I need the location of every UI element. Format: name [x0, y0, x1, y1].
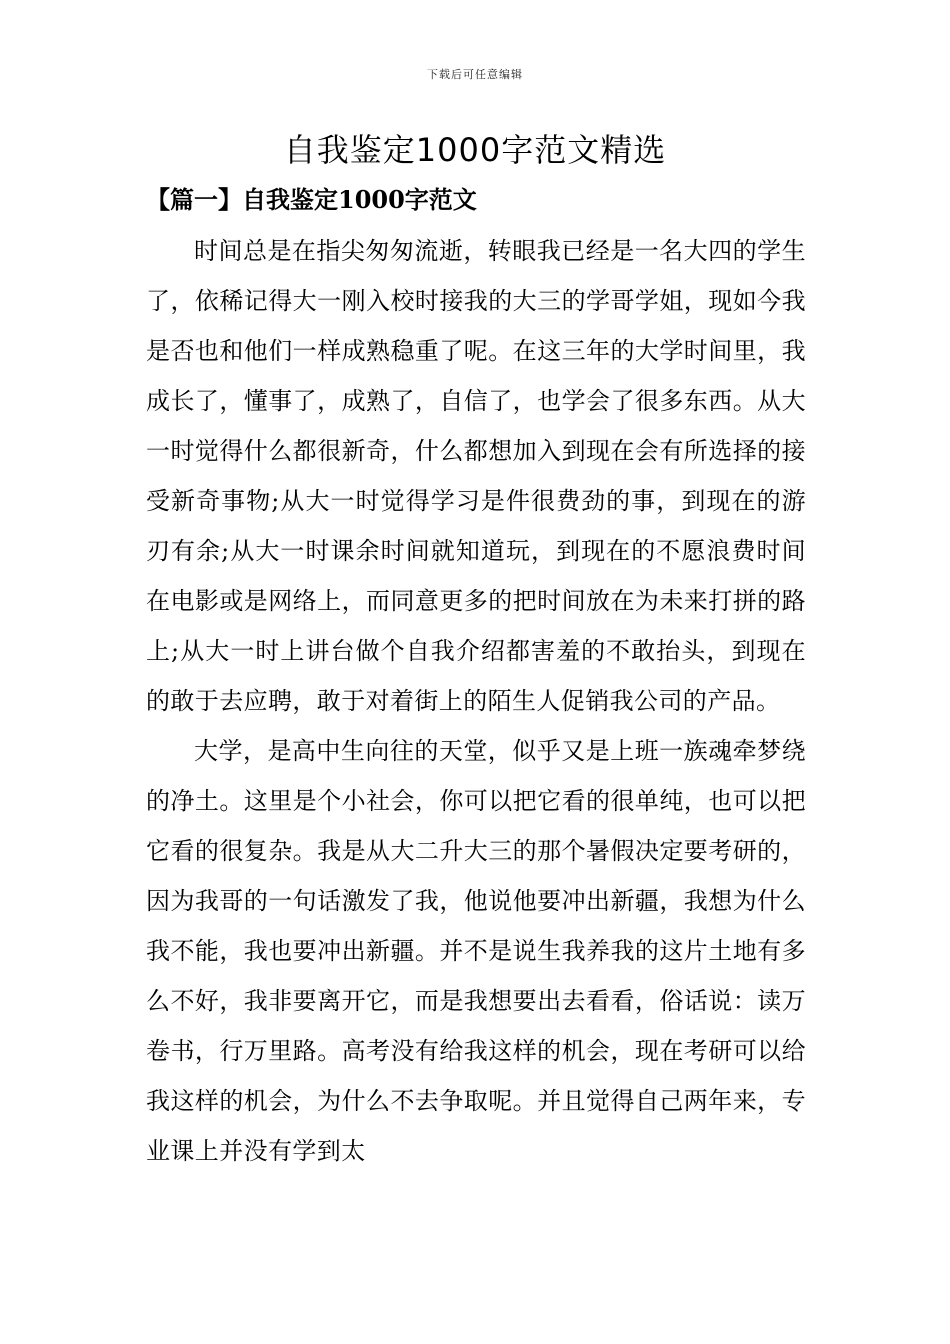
section-heading: 【篇一】自我鉴定1000字范文 [146, 185, 477, 214]
body-text [146, 226, 806, 1176]
paragraph-2: 大学，是高中生向往的天堂，似乎又是上班一族魂牵梦绕的净土。这里是个小社会，你可以把它看的很单纯，也可以把它看的很复杂。我是从大二升大三的那个暑假决定要考研的，因为我哥的一句话激发了我，他说他要冲出新疆，我想为什么我不能，我也要冲出新疆。并不是说生我养我的这片土地有多么不好，我非要离开它，而是我想要出去看看，俗话说：读万卷书，行万里路。高考没有给我这样的机会，现在考研可以给我这样的机会，为什么不去争取呢。并且觉得自己两年来，专业课上并没有学到太 [146, 737, 806, 1165]
paragraph-1: 时间总是在指尖匆匆流逝，转眼我已经是一名大四的学生了，依稀记得大一刚入校时接我的大三的学哥学姐，现如今我是否也和他们一样成熟稳重了呢。在这三年的大学时间里，我成长了，懂事了，成熟了，自信了，也学会了很多东西。从大一时觉得什么都很新奇，什么都想加入到现在会有所选择的接受新奇事物;从大一时觉得学习是件很费劲的事，到现在的游刃有余;从大一时课余时间就知道玩，到现在的不愿浪费时间在电影或是网络上，而同意更多的把时间放在为未来打拼的路上;从大一时上讲台做个自我介绍都害羞的不敢抬头，到现在的敢于去应聘，敢于对着街上的陌生人促销我公司的产品。 [146, 237, 806, 715]
header-note: 下载后可任意编辑 [427, 68, 523, 81]
document-title: 自我鉴定1000字范文精选 [283, 131, 667, 169]
